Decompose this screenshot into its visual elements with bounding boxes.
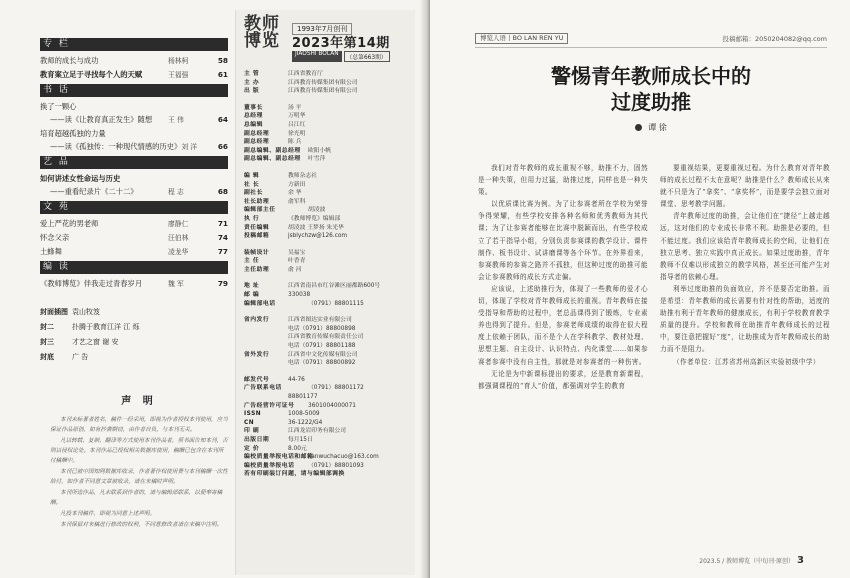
cover-credits [40,305,228,365]
masthead-block-management [244,104,409,164]
masthead-row [244,104,409,113]
notice-paragraph: 凡以转载、复制、翻译等方式使用本刊作品者，须书面告知本刊，否则以侵权论处。本刊作品已授权相关数据库使用，稿酬已包含在本刊所付稿酬中。 [50,438,228,464]
toc-item-title: ——读《孤独传：一种现代情感的历史》 [50,142,182,151]
masthead-row [244,282,409,291]
submission-email: 投稿邮箱：2050204082@qq.com [722,35,827,43]
toc-item[interactable] [40,277,228,291]
masthead-row [244,419,409,428]
notice-statement [50,392,228,531]
masthead-row [244,436,409,445]
masthead-block-distribution [244,316,409,368]
toc-item-author: 廖静仁 [168,220,189,228]
credit-value: 才艺之窗 谢 安 [72,338,119,346]
masthead-value: 江西教育传媒集团有限公司 [288,79,358,86]
toc-item-title: 教师的成长与成功 [40,56,99,65]
toc-item[interactable] [40,54,228,68]
masthead-row [244,112,409,121]
masthead-row [244,181,409,190]
masthead-key: 执 行 [244,215,260,222]
masthead-row [244,462,409,471]
article-paragraph: 要重视结果，更要重视过程。为什么教育对青年教师的成长过程不太在意呢？助推是什么？教师成长从来就不只是为了“拿奖”、“拿奖杯”，而是要学会独立面对课堂、思考教学问题。 [660,164,830,209]
masthead-value: 电话（0791）88800892 [288,360,356,367]
article-paragraph: 以优质课比赛为例。为了让参赛者所在学校为荣誉争得荣耀，有些学校安排各种名师和优秀教师为其代课；为了让参赛者能够在比赛中脱颖而出，有些学校成立了若干指导小组，分别负责参赛课的教学设计、课件制作、板书设计、试讲磨课等各个环节。在外界看来，参赛教师的参赛之路并不孤独，但这种过度的助推可能会让参赛教师的成长方式走偏。 [478,200,648,281]
masthead-key [244,359,288,368]
masthead-key [244,325,288,334]
masthead-key: 编校质量举报电话 [244,462,295,469]
page-footer [699,555,804,566]
masthead-row [244,384,409,393]
header-rule [475,47,827,48]
toc-item-page: 66 [217,142,228,151]
credit-value: 扑腾于教育江洋 江 烁 [72,323,140,331]
credit-value: 广 告 [72,353,89,361]
toc-item[interactable] [40,231,228,245]
article-paragraph: 青年教师过度的助推，会让他们在“捷径”上越走越远，这对他们的专业成长非常不利。助推是必要的，但不能过度。我们应该给青年教师成长的空间，让他们在独立思考、独立实践中真正成长。如果过度助推，青年教师不仅难以形成独立的教学风格，甚至还可能产生对指导者的依赖心理。 [660,212,830,281]
masthead-value: 《教师博览》编辑部 [288,215,341,222]
masthead-row [244,300,409,309]
toc-item-title: 培育超越孤独的力量 [40,129,106,138]
masthead-row [244,342,409,351]
masthead-row [244,172,409,181]
masthead-value: 江西省中文化传媒有限公司 [288,351,358,358]
masthead-key: 总经理 [244,113,263,120]
masthead-key: 出版日期 [244,436,270,443]
masthead-key: CN [244,419,255,426]
toc-item-author: 刘 洋 [181,143,198,151]
masthead-key: 编校质量举报电话和邮箱 [244,454,314,461]
masthead-value: 江西省教育厅 [288,71,323,77]
masthead-value: 教师杂志社 [288,172,317,179]
credit-key: 封面插图 [40,308,68,316]
toc-section-head: 编 读 [40,261,228,274]
toc-item-page: 68 [217,187,228,196]
masthead-key: 副总经理 [244,139,270,146]
masthead-key: 编 辑 [244,172,260,179]
credit-key: 封底 [40,353,54,361]
masthead-value: 江西省图达实业有限公司 [288,317,352,324]
toc-item-author: 凌龙华 [168,248,189,256]
masthead-value: 叶香青 [288,258,306,265]
masthead-key [244,393,288,402]
masthead-key: 董事长 [244,104,263,111]
footer-text: 2023.5 / 教师博览（中旬刊·原创） [699,558,795,565]
article-column-right [660,162,830,392]
magazine-pinyin: JIAOSHI BOLAN [292,51,342,62]
magazine-logo: 教师博览 [244,14,280,51]
masthead-value: 44-76 [288,376,305,383]
toc-item[interactable] [40,185,228,199]
masthead-row [244,291,409,300]
page-number: 3 [797,555,804,566]
credit-row [40,350,228,365]
toc-item-title: ——重看纪录片《二十二》 [50,187,138,196]
masthead-value: 陈 兵 [288,139,302,146]
masthead-key: 投稿邮箱 [244,233,270,240]
masthead-key: 出 版 [244,88,260,95]
toc-section [40,84,228,154]
credit-row [40,335,228,350]
toc-item-title: 怀念父亲 [40,233,70,242]
article-paragraph: 我们对青年教师的成长重视不够，助推不力，固然是一种失策，但用力过猛，助推过度，同样也是一种失策。 [478,164,648,197]
masthead-value: 俞 河 [288,266,302,273]
credit-value: 袁山牧笈 [72,308,100,316]
masthead-row [244,147,409,156]
masthead-row [244,410,409,419]
masthead-value: 电话（0791）88801188 [288,343,356,350]
masthead-row [244,257,409,266]
masthead-key: 副总经理 [244,130,270,137]
toc-section-head: 专 栏 [40,38,228,51]
toc-item-page: 61 [217,70,228,79]
right-page [430,0,850,578]
masthead-key: 省外发行 [244,351,270,358]
toc-item-author: 杨林柯 [168,57,189,65]
toc-item-page: 74 [217,233,228,242]
masthead-value: 电话（0791）88800898 [288,325,356,332]
masthead-key: ISSN [244,411,262,418]
toc-section-head: 书 话 [40,84,228,97]
masthead-row [244,333,409,342]
notice-paragraph: 本刊已被中国知网数据库收录，作者著作权使用费与本刊稿酬一次性给付，如作者不同意文章被收录，请在来稿时声明。 [50,469,228,485]
masthead-row [244,316,409,325]
masthead-value: 方新田 [288,181,306,188]
masthead-value: 8.00元 [288,445,307,452]
masthead-row [244,130,409,139]
masthead-key: 主任助理 [244,266,270,273]
masthead-key: 总编辑 [244,121,263,128]
article-title-line-1: 警惕青年教师成长中的 [551,64,751,88]
masthead-key: 主 任 [244,258,260,265]
toc-item[interactable] [40,217,228,231]
credit-row [40,320,228,335]
masthead-value: 江西龙岩印务有限公司 [288,428,346,435]
toc-item[interactable] [40,172,228,185]
toc-item[interactable] [40,100,228,113]
masthead-value: 胡凌波 王梦扬 朱光华 [288,224,344,231]
table-of-contents [40,36,228,365]
toc-item-title: 如何讲述女性命运与历史 [40,174,121,183]
masthead-key: 副社长 [244,190,263,197]
byline-dot-icon [635,124,642,131]
masthead-row [244,121,409,130]
masthead-value: jsblychzw@126.com [288,233,348,240]
toc-item[interactable] [40,113,228,127]
masthead-row [244,155,409,164]
masthead-row [244,470,409,479]
toc-section [40,261,228,291]
masthead-row [244,138,409,147]
masthead-block-publishing-info [244,376,409,479]
masthead-row [244,198,409,207]
masthead-key: 邮发代号 [244,376,270,383]
masthead-row [244,266,409,275]
masthead-key: 主 管 [244,71,260,77]
toc-section [40,156,228,199]
masthead-block-address [244,282,409,308]
toc-item-page: 71 [217,219,228,228]
masthead-row [244,215,409,224]
issue-number: 2023年第14期 [292,36,390,51]
masthead-value: （0791）88801115 [308,300,364,307]
masthead-row [244,445,409,454]
masthead-key: 副总编辑、副总经理 [244,156,301,163]
toc-item-author: 魏 军 [168,280,184,288]
notice-title: 声 明 [121,396,157,407]
toc-item-title: 土蜂舞 [40,247,62,256]
masthead-row [244,249,409,258]
masthead-row [244,453,409,462]
masthead-block-sponsor [244,70,409,96]
masthead-key: 省内发行 [244,317,270,324]
article-column-left [478,162,648,392]
masthead-key: 定 价 [244,445,260,452]
masthead-key: 地 址 [244,283,260,290]
toc-item-author: 王 伟 [168,116,184,124]
article-title-line-2: 过度助推 [611,90,691,114]
founded-label: 1993年7月创刊 [292,23,352,35]
toc-item[interactable] [40,127,228,140]
masthead-row [244,232,409,241]
masthead-key: 广告经营许可证号 [244,402,295,409]
masthead-row [244,393,409,402]
masthead-key: 主 办 [244,79,260,86]
masthead-key: 编辑部主任 [244,207,276,214]
toc-item-page: 77 [217,247,228,256]
masthead-value: 欧阳小帆 [308,147,332,154]
toc-item[interactable] [40,245,228,259]
masthead-row [244,224,409,233]
credit-key: 封二 [40,323,54,331]
masthead-row [244,87,409,96]
masthead-key: 邮 编 [244,292,260,299]
masthead-row [244,402,409,411]
masthead-value: 吴福宝 [288,249,306,256]
credit-key: 封三 [40,338,54,346]
toc-section-head: 文 苑 [40,201,228,214]
toc-item-page: 64 [217,115,228,124]
notice-paragraph: 本刊未标著者姓名，稿件一经采用，即视为作者授权本刊使用，应当保证作品原创，如有抄袭剽窃，由作者自负，与本刊无关。 [50,417,228,433]
toc-item-title: 爱上严花的男老师 [40,219,99,228]
masthead-row [244,359,409,368]
masthead-value [308,470,409,479]
toc-section-head: 艺 品 [40,156,228,169]
masthead-row [244,206,409,215]
masthead-value: 胡凌波 [308,207,326,214]
article-paragraph: 利举过度助推的负面效应，并不是要否定助推。而是希望：青年教师的成长需要有针对性的帮助，适度的助推有利于青年教师的健康成长，有利于学校教育教学质量的提升。学校和教师在助推青年教师成长的过程中，要注意把握好“度”，让助推成为青年教师成长的助力而不是阻力。 [660,284,830,354]
masthead-key [244,342,288,351]
masthead-key: 社 长 [244,181,260,188]
article-author: 谭 徐 [648,123,667,132]
masthead-row [244,376,409,385]
masthead-value: 88801177 [288,394,318,400]
toc-item-page: 79 [217,279,228,288]
masthead-value: 江西教育传媒集团有限公司 [288,88,358,95]
masthead-value: 每月15日 [288,436,313,443]
masthead-key: 社长助理 [244,198,270,205]
masthead-block-design [244,249,409,275]
masthead-key [244,333,288,342]
masthead-row [244,351,409,360]
masthead-key: 印 刷 [244,428,260,435]
toc-item-title: 换了一颗心 [40,102,77,111]
masthead-row [244,325,409,334]
toc-item-author: 汪伯林 [168,234,189,242]
masthead-value: 吕江红 [288,121,306,128]
article-body [478,162,830,392]
masthead-key: 责任编辑 [244,224,270,231]
masthead [235,10,415,575]
masthead-row [244,189,409,198]
masthead-value: 俞军科 [288,198,306,205]
masthead-value: 330038 [288,292,311,299]
toc-item-page: 58 [217,56,228,65]
masthead-value: 万明华 [288,113,306,120]
article-byline [475,122,827,133]
masthead-key: 若有印刷装订问题，请与编辑部调换 [244,471,345,478]
total-issue: （总第663期） [344,51,390,62]
toc-item[interactable] [40,140,228,154]
notice-paragraph: 本刊所选作品，凡未联系到作者的，请与编辑部联系，以便奉寄稿酬。 [50,490,223,506]
article-paragraph: （作者单位：江苏省苏州高新区实验初级中学） [673,357,820,366]
masthead-key: 副总编辑、副总经理 [244,147,301,154]
notice-paragraph: 凡投本刊稿件，即视为同意上述声明。 [60,511,156,517]
masthead-value: 1008-5009 [288,411,320,418]
masthead-value: 叶雪萍 [308,156,326,163]
masthead-row [244,79,409,88]
toc-item-author: 王福强 [168,71,189,79]
masthead-value: 江西省教育传媒有限责任公司 [288,334,364,341]
masthead-value: 江西省南昌市红谷滩区丽都路600号 [288,283,381,290]
article-paragraph: 应该说，上述助推行为，体现了一些教师的爱才心切，体现了学校对青年教师成长的重视。青年教师在接受指导和帮助的过程中，老总品课得到了锻炼，专业素养也得到了提升。但是，参赛老师成绩的取得在很大程度上依赖于团队，而不是个人在学科教学、教材处理、思想主题、自主设计、认识特点、内化课堂……如果参赛者参赛中没有自主性，那就是对参赛者的一种伤害。 [478,284,648,366]
article-paragraph: 无论是为中新课标提出的要求，还是教育新课程，都强调课程的“育人”价值，都强调对学生的教育 [478,369,648,390]
masthead-value: 徐光明 [288,130,306,137]
masthead-block-editorial [244,172,409,241]
notice-paragraph: 本刊保留对来稿进行修改的权利，不同意修改者请在来稿中注明。 [60,522,223,528]
masthead-key: 广告联系电话 [244,385,282,392]
article-title [475,63,827,115]
masthead-value: 3601004000071 [308,402,356,409]
masthead-value: 汤 平 [288,104,302,111]
credit-row [40,305,228,320]
toc-item-title: 《教师博览》伴我走过青春岁月 [40,279,143,288]
masthead-key: 装帧设计 [244,249,270,256]
masthead-value: 余 华 [288,190,302,197]
toc-item-title: ——读《让教育真正发生》随想 [50,115,153,124]
toc-section [40,38,228,82]
masthead-key: 编辑部电话 [244,300,276,307]
toc-item[interactable] [40,68,228,82]
toc-item-title: 教育案立足于寻找每个人的天赋 [40,70,143,79]
masthead-row [244,70,409,79]
masthead-row [244,427,409,436]
column-tag: 博览人语丨BO LAN REN YU [475,33,568,44]
masthead-value: （0791）88801093 [308,462,364,469]
toc-item-author: 程 志 [168,188,184,196]
masthead-value: （0791）88801172 [308,385,364,392]
masthead-value: kanwuchacuo@163.com [308,454,379,461]
masthead-value: 36-1222/G4 [288,419,323,426]
toc-section [40,201,228,259]
